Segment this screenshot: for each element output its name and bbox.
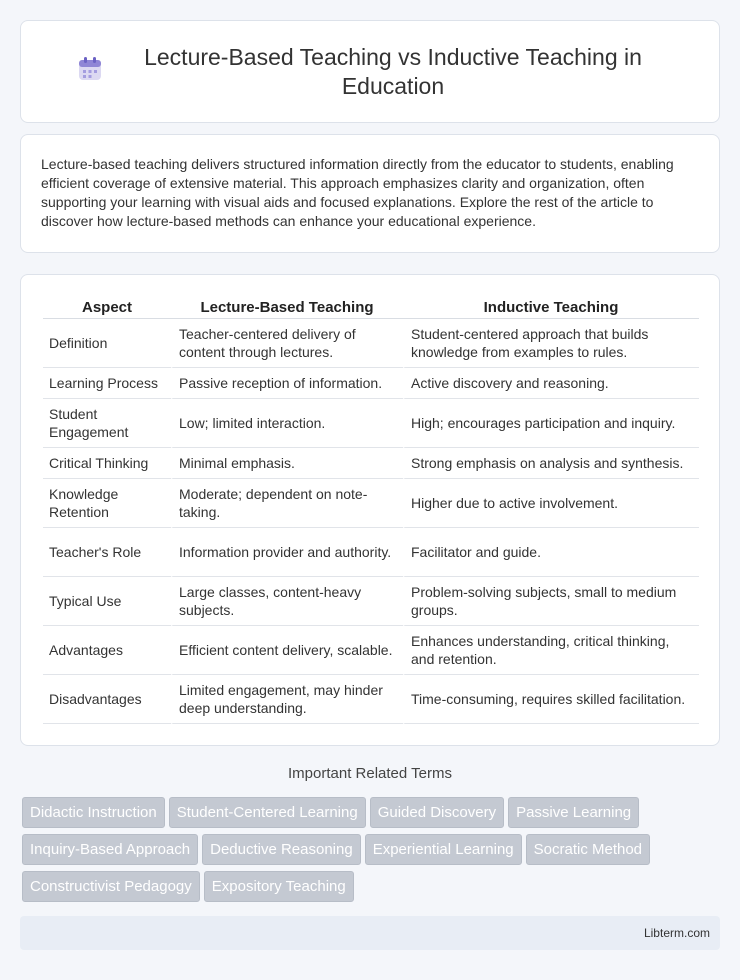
row-lecture: Passive reception of information.	[171, 368, 403, 399]
table-row	[43, 675, 699, 724]
row-aspect: Student Engagement	[43, 399, 171, 448]
tag-experiential-learning[interactable]: Experiential Learning	[365, 834, 522, 865]
comparison-card	[20, 274, 720, 746]
tag-didactic-instruction[interactable]: Didactic Instruction	[22, 797, 165, 828]
intro-card	[20, 134, 720, 253]
tag-guided-discovery[interactable]: Guided Discovery	[370, 797, 504, 828]
row-aspect: Disadvantages	[43, 675, 171, 724]
row-lecture: Low; limited interaction.	[171, 399, 403, 448]
row-aspect: Definition	[43, 319, 171, 368]
table-row	[43, 399, 699, 448]
title-wrap	[77, 43, 663, 101]
row-lecture: Information provider and authority.	[171, 528, 403, 577]
table-row	[43, 319, 699, 368]
row-inductive: Strong emphasis on analysis and synthesis.	[403, 448, 699, 479]
tag-passive-learning[interactable]: Passive Learning	[508, 797, 639, 828]
header-inductive: Inductive Teaching	[403, 295, 699, 319]
table-row	[43, 448, 699, 479]
row-lecture: Minimal emphasis.	[171, 448, 403, 479]
row-aspect: Critical Thinking	[43, 448, 171, 479]
row-inductive: Problem-solving subjects, small to medium groups.	[403, 577, 699, 626]
row-lecture: Teacher-centered delivery of content through lectures.	[171, 319, 403, 368]
row-aspect: Learning Process	[43, 368, 171, 399]
table-row	[43, 626, 699, 675]
table-row	[43, 528, 699, 577]
calendar-icon	[77, 56, 103, 82]
tag-constructivist-pedagogy[interactable]: Constructivist Pedagogy	[22, 871, 200, 902]
row-inductive: Higher due to active involvement.	[403, 479, 699, 528]
intro-paragraph: Lecture-based teaching delivers structured information directly from the educator to students, enabling efficient coverage of extensive material. This approach emphasizes clarity and organization, often supporting your learning with visual aids and focused explanations. Explore the rest of the article to discover how lecture-based methods can enhance your educational experience.	[41, 156, 674, 229]
row-lecture: Limited engagement, may hinder deep understanding.	[171, 675, 403, 724]
row-aspect: Teacher's Role	[43, 528, 171, 577]
related-terms-title: Important Related Terms	[288, 765, 452, 782]
row-inductive: Student-centered approach that builds knowledge from examples to rules.	[403, 319, 699, 368]
row-lecture: Large classes, content-heavy subjects.	[171, 577, 403, 626]
footer-site-link[interactable]: Libterm.com	[643, 926, 710, 940]
tag-inquiry-based-approach[interactable]: Inquiry-Based Approach	[22, 834, 198, 865]
tag-student-centered-learning[interactable]: Student-Centered Learning	[169, 797, 366, 828]
row-lecture: Efficient content delivery, scalable.	[171, 626, 403, 675]
table-row	[43, 479, 699, 528]
comparison-table	[43, 295, 699, 724]
tag-deductive-reasoning[interactable]: Deductive Reasoning	[202, 834, 361, 865]
footer	[20, 916, 720, 950]
header-lecture: Lecture-Based Teaching	[171, 295, 403, 319]
tag-expository-teaching[interactable]: Expository Teaching	[204, 871, 354, 902]
row-inductive: Active discovery and reasoning.	[403, 368, 699, 399]
row-inductive: Facilitator and guide.	[403, 528, 699, 577]
related-terms-list	[22, 797, 722, 908]
table-row	[43, 368, 699, 399]
row-inductive: Time-consuming, requires skilled facilitation.	[403, 675, 699, 724]
tag-socratic-method[interactable]: Socratic Method	[526, 834, 650, 865]
title-card	[20, 20, 720, 123]
row-inductive: Enhances understanding, critical thinking, and retention.	[403, 626, 699, 675]
table-header-row	[43, 295, 699, 319]
row-inductive: High; encourages participation and inquiry.	[403, 399, 699, 448]
row-aspect: Typical Use	[43, 577, 171, 626]
page-title: Lecture-Based Teaching vs Inductive Teaching in Education	[144, 43, 642, 99]
table-row	[43, 577, 699, 626]
row-aspect: Knowledge Retention	[43, 479, 171, 528]
row-lecture: Moderate; dependent on note-taking.	[171, 479, 403, 528]
row-aspect: Advantages	[43, 626, 171, 675]
header-aspect: Aspect	[43, 295, 171, 319]
